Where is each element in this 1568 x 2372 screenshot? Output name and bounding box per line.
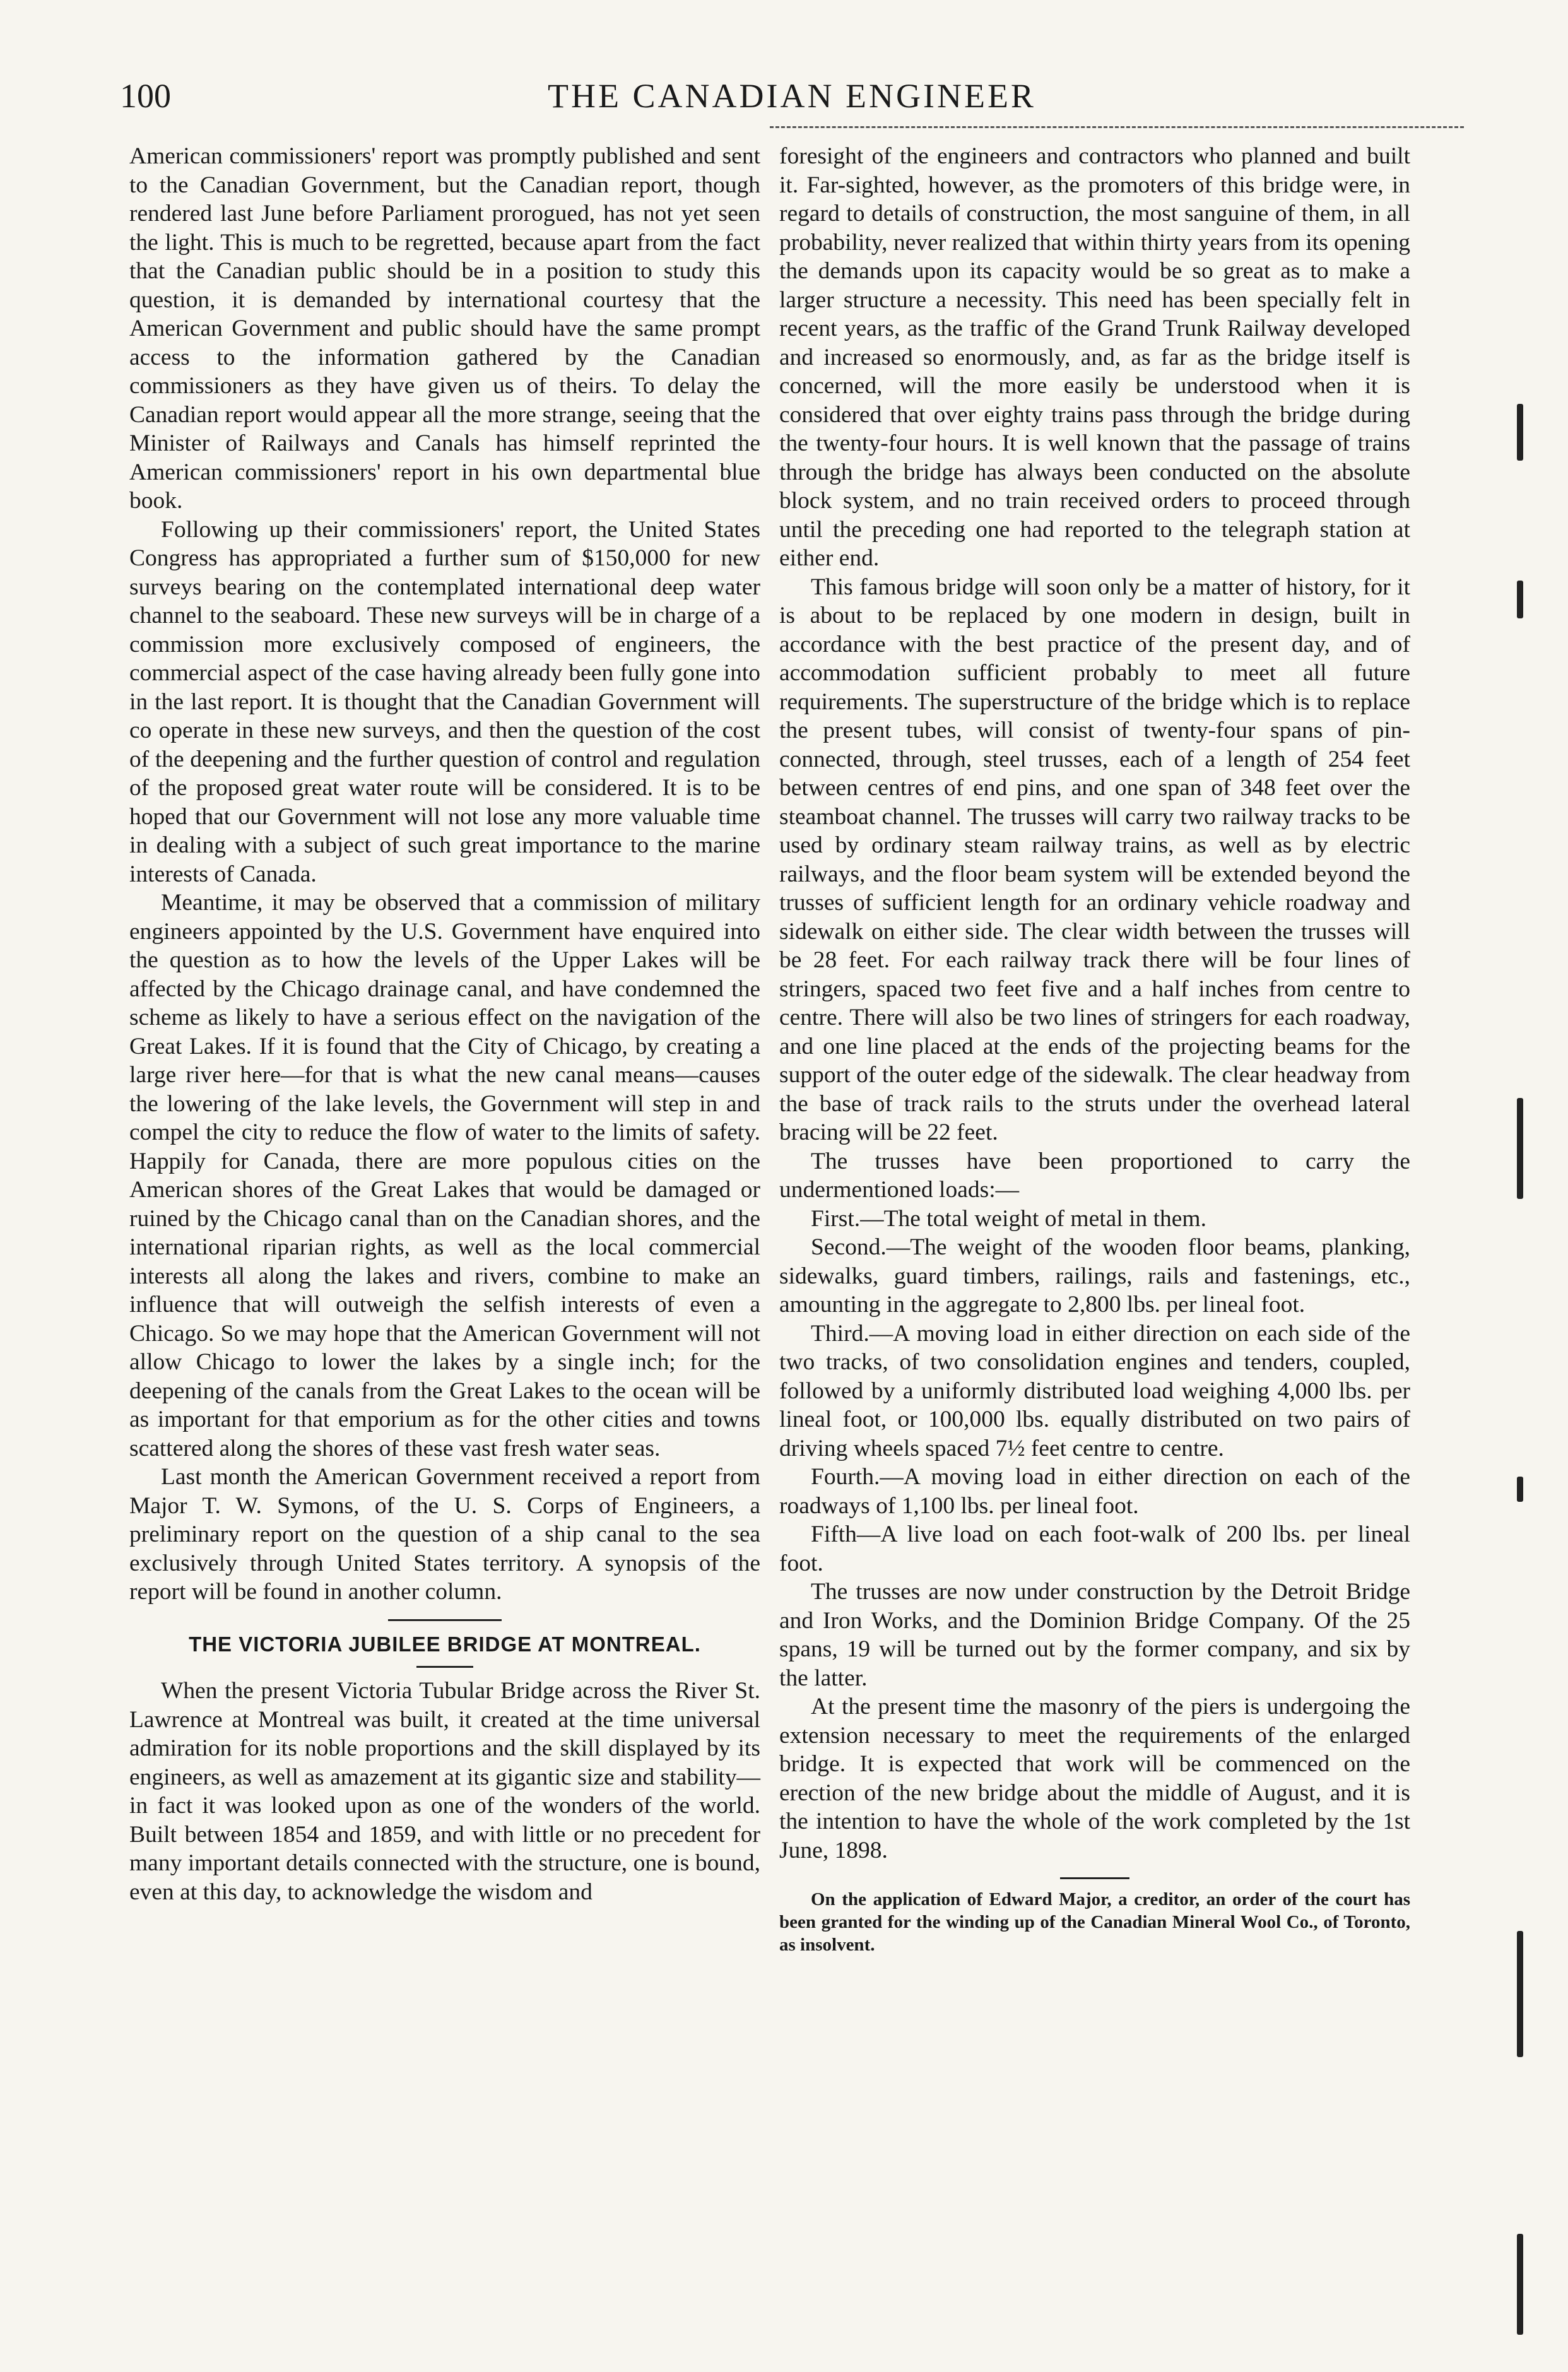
page-header xyxy=(120,71,1464,121)
section-heading: THE VICTORIA JUBILEE BRIDGE AT MONTREAL. xyxy=(189,1632,701,1656)
paragraph: The trusses are now under construction by the Detroit Bridge and Iron Works, and the Dominion Bridge Company. Of the 25 spans, 19 will be turned out by the former company, and six by the latter. xyxy=(779,1579,1410,1691)
paragraph: Following up their commissioners' report, the United States Congress has appropriated a further sum of $150,000 for new surveys bearing on the contemplated international deep water channel to the seaboard. These new surveys will be in charge of a commission more exclusively composed of engineers, the commercial aspect of the case having already been fully gone into in the last report. It is thought that the Canadian Government will co operate in these new surveys, and then the question of the cost of the deepening and the further question of control and regulation of the proposed great water route will be considered. It is to be hoped that our Government will not lose any more valuable time in dealing with a subject of such great importance to the marine interests of Canada. xyxy=(129,516,760,887)
notice: On the application of Edward Major, a creditor, an order of the court has been granted for the winding up of the Canadian Mineral Wool Co., of Toronto, as insolvent. xyxy=(779,1889,1410,1955)
paragraph: First.—The total weight of metal in them. xyxy=(811,1205,1206,1232)
scan-edge-marks xyxy=(1513,404,1532,2335)
header-rule xyxy=(770,126,1464,128)
journal-title: THE CANADIAN ENGINEER xyxy=(548,77,1036,115)
paragraph: foresight of the engineers and contractors who planned and built it. Far-sighted, however, as the promoters of this bridge were, in regard to details of construction, the most sanguine of them, in all probability, never realized that within thirty years from its opening the demands upon its capacity would be so great as to make a larger structure a necessity. This need has been specially felt in recent years, as the traffic of the Grand Trunk Railway developed and increased so enormously, and, as far as the bridge itself is concerned, will the more easily be understood when it is considered that over eighty trains pass through the bridge during the twenty-four hours. It is well known that the passage of trains through the bridge has always been conducted on the absolute block system, and no train received orders to proceed through until the preceding one had reported to the telegraph station at either end. xyxy=(779,143,1410,571)
paragraph: This famous bridge will soon only be a matter of history, for it is about to be replaced by one modern in design, built in accordance with the best practice of the present day, and of accommodation sufficient probably to meet all future requirements. The superstructure of the bridge which is to replace the present tubes, will consist of twenty-four spans of pin-connected, through, steel trusses, each of a length of 254 feet between centres of end pins, and one span of 348 feet over the steamboat channel. The trusses will carry two railway tracks to be used by ordinary steam railway trains, as well as by electric railways, and the floor beam system will be extended beyond the trusses of sufficient length for an ordinary vehicle roadway and sidewalk on either side. The clear width between the trusses will be 28 feet. For each railway track there will be four lines of stringers, spaced two feet five and a half inches from centre to centre. There will also be two lines of stringers for each roadway, and one line placed at the ends of the projecting beams for the support of the outer edge of the sidewalk. The clear headway from the base of track rails to the struts under the overhead lateral bracing will be 22 feet. xyxy=(779,574,1410,1145)
paragraph: Meantime, it may be observed that a commission of military engineers appointed by the U.S. Government have enquired into the question as to how the levels of the Upper Lakes will be affected by the Chicago drainage canal, and have condemned the scheme as likely to have a serious effect on the navigation of the Great Lakes. If it is found that the City of Chicago, by creating a large river here—for that is what the new canal means—causes the lowering of the lake levels, the Government will step in and compel the city to reduce the flow of water to the limits of safety. Happily for Canada, there are more populous cities on the American shores of the Great Lakes that would be damaged or ruined by the Chicago canal than on the Canadian shores, and the international riparian rights, as well as the local commercial interests all along the lakes and rivers, combine to make an influence that will outweigh the selfish interests of even a Chicago. So we may hope that the American Government will not allow Chicago to lower the lakes by a single inch; for the deepening of the canals from the Great Lakes to the ocean will be as important for that emporium as for the other cities and towns scattered along the shores of these vast fresh water seas. xyxy=(129,890,760,1461)
notice-divider xyxy=(1060,1877,1129,1879)
page-number: 100 xyxy=(120,77,171,115)
heading-underline xyxy=(416,1666,473,1668)
paragraph: American commissioners' report was promptly published and sent to the Canadian Government, but the Canadian report, though rendered last June before Parliament prorogued, has not yet seen the light. This is much to be regretted, because apart from the fact that the Canadian public should be in a position to study this question, it is demanded by international courtesy that the American Government and public should have the same prompt access to the information gathered by the Canadian commissioners as they have given us of theirs. To delay the Canadian report would appear all the more strange, seeing that the Minister of Railways and Canals has himself reprinted the American commissioners' report in his own departmental blue book. xyxy=(129,143,760,514)
paragraph: The trusses have been proportioned to carry the undermentioned loads:— xyxy=(779,1148,1410,1203)
paragraph: Second.—The weight of the wooden floor beams, planking, sidewalks, guard timbers, railings, rails and fastenings, etc., amounting in the aggregate to 2,800 lbs. per lineal foot. xyxy=(779,1234,1410,1318)
paragraph: Fourth.—A moving load in either direction on each of the roadways of 1,100 lbs. per lineal foot. xyxy=(779,1464,1410,1519)
paragraph: At the present time the masonry of the piers is undergoing the extension necessary to meet the requirements of the enlarged bridge. It is expected that work will be commenced on the erection of the new bridge about the middle of August, and it is the intention to have the whole of the work completed by the 1st June, 1898. xyxy=(779,1694,1410,1863)
paragraph: Last month the American Government received a report from Major T. W. Symons, of the U. S. Corps of Engineers, a preliminary report on the question of a ship canal to the sea exclusively through United States territory. A synopsis of the report will be found in another column. xyxy=(129,1464,760,1605)
paragraph: Third.—A moving load in either direction on each side of the two tracks, of two consolidation engines and tenders, coupled, followed by a uniformly distributed load weighing 4,000 lbs. per lineal foot, or 100,000 lbs. equally distributed on two pairs of driving wheels spaced 7½ feet centre to centre. xyxy=(779,1320,1410,1461)
section-divider xyxy=(388,1619,502,1621)
paragraph: When the present Victoria Tubular Bridge across the River St. Lawrence at Montreal was built, it created at the time universal admiration for its noble proportions and the skill displayed by its engineers, as well as amazement at its gigantic size and stability—in fact it was looked upon as one of the wonders of the world. Built between 1854 and 1859, and with little or no precedent for many important details connected with the structure, one is bound, even at this day, to acknowledge the wisdom and xyxy=(129,1678,760,1905)
paragraph: Fifth—A live load on each foot-walk of 200 lbs. per lineal foot. xyxy=(779,1521,1410,1576)
right-column xyxy=(779,142,1410,1956)
left-column xyxy=(129,142,760,1906)
